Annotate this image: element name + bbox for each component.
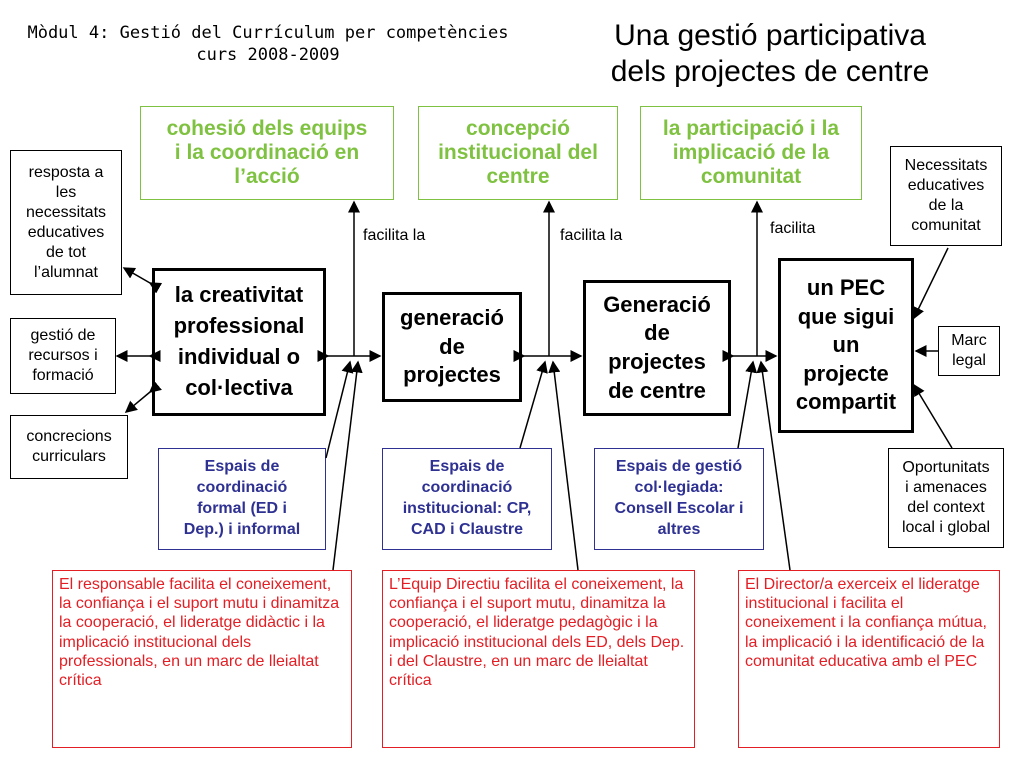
right-box-opportunities: Oportunitats i amenaces del context local i global	[888, 448, 1004, 548]
top-box-cohesion: cohesió dels equips i la coordinació en l’acció	[140, 106, 394, 200]
main-box-creativity: la creativitat professional individual o col·lectiva	[152, 268, 326, 416]
label-facilita-1: facilita la	[363, 227, 426, 244]
page-title: Una gestió participativa dels projectes de centre	[610, 19, 930, 88]
main-box-generation: generació de projectes	[382, 292, 522, 402]
top-box-participation: la participació i la implicació de la comunitat	[640, 106, 862, 200]
left-box-curricular: concrecions curriculars	[10, 415, 128, 479]
blue-box-collegial-spaces: Espais de gestió col·legiada: Consell Escolar i altres	[594, 448, 764, 550]
right-box-legal: Marc legal	[938, 326, 1000, 376]
label-facilita-3: facilita	[770, 220, 816, 237]
red-box-management-team: L’Equip Directiu facilita el coneixement, la confiança i el suport mutu, dinamitza la cooperació, el lideratge pedagògic i la implicació institucional dels ED, dels Dep. i del Claustre, en un marc de lleialtat crítica	[382, 570, 695, 748]
main-box-pec: un PEC que sigui un projecte compartit	[778, 258, 914, 433]
top-box-conception: concepció institucional del centre	[418, 106, 618, 200]
right-box-needs: Necessitats educatives de la comunitat	[890, 146, 1002, 246]
red-box-responsible: El responsable facilita el coneixement, la confiança i el suport mutu i dinamitza la cooperació, el lideratge didàctic i la implicació institucional dels professionals, en un marc de lleialtat crítica	[52, 570, 352, 748]
blue-box-formal-spaces: Espais de coordinació formal (ED i Dep.) i informal	[158, 448, 326, 550]
left-box-resources: gestió de recursos i formació	[10, 318, 116, 394]
left-box-response: resposta a les necessitats educatives de tot l’alumnat	[10, 150, 122, 295]
module-header: Mòdul 4: Gestió del Currículum per competències curs 2008-2009	[27, 23, 509, 66]
main-box-center-projects: Generació de projectes de centre	[583, 280, 731, 416]
blue-box-institutional-spaces: Espais de coordinació institucional: CP, CAD i Claustre	[382, 448, 552, 550]
red-box-director: El Director/a exerceix el lideratge institucional i facilita el coneixement i la confiança mútua, la implicació i la identificació de la comunitat educativa amb el PEC	[738, 570, 1000, 748]
label-facilita-2: facilita la	[560, 227, 623, 244]
